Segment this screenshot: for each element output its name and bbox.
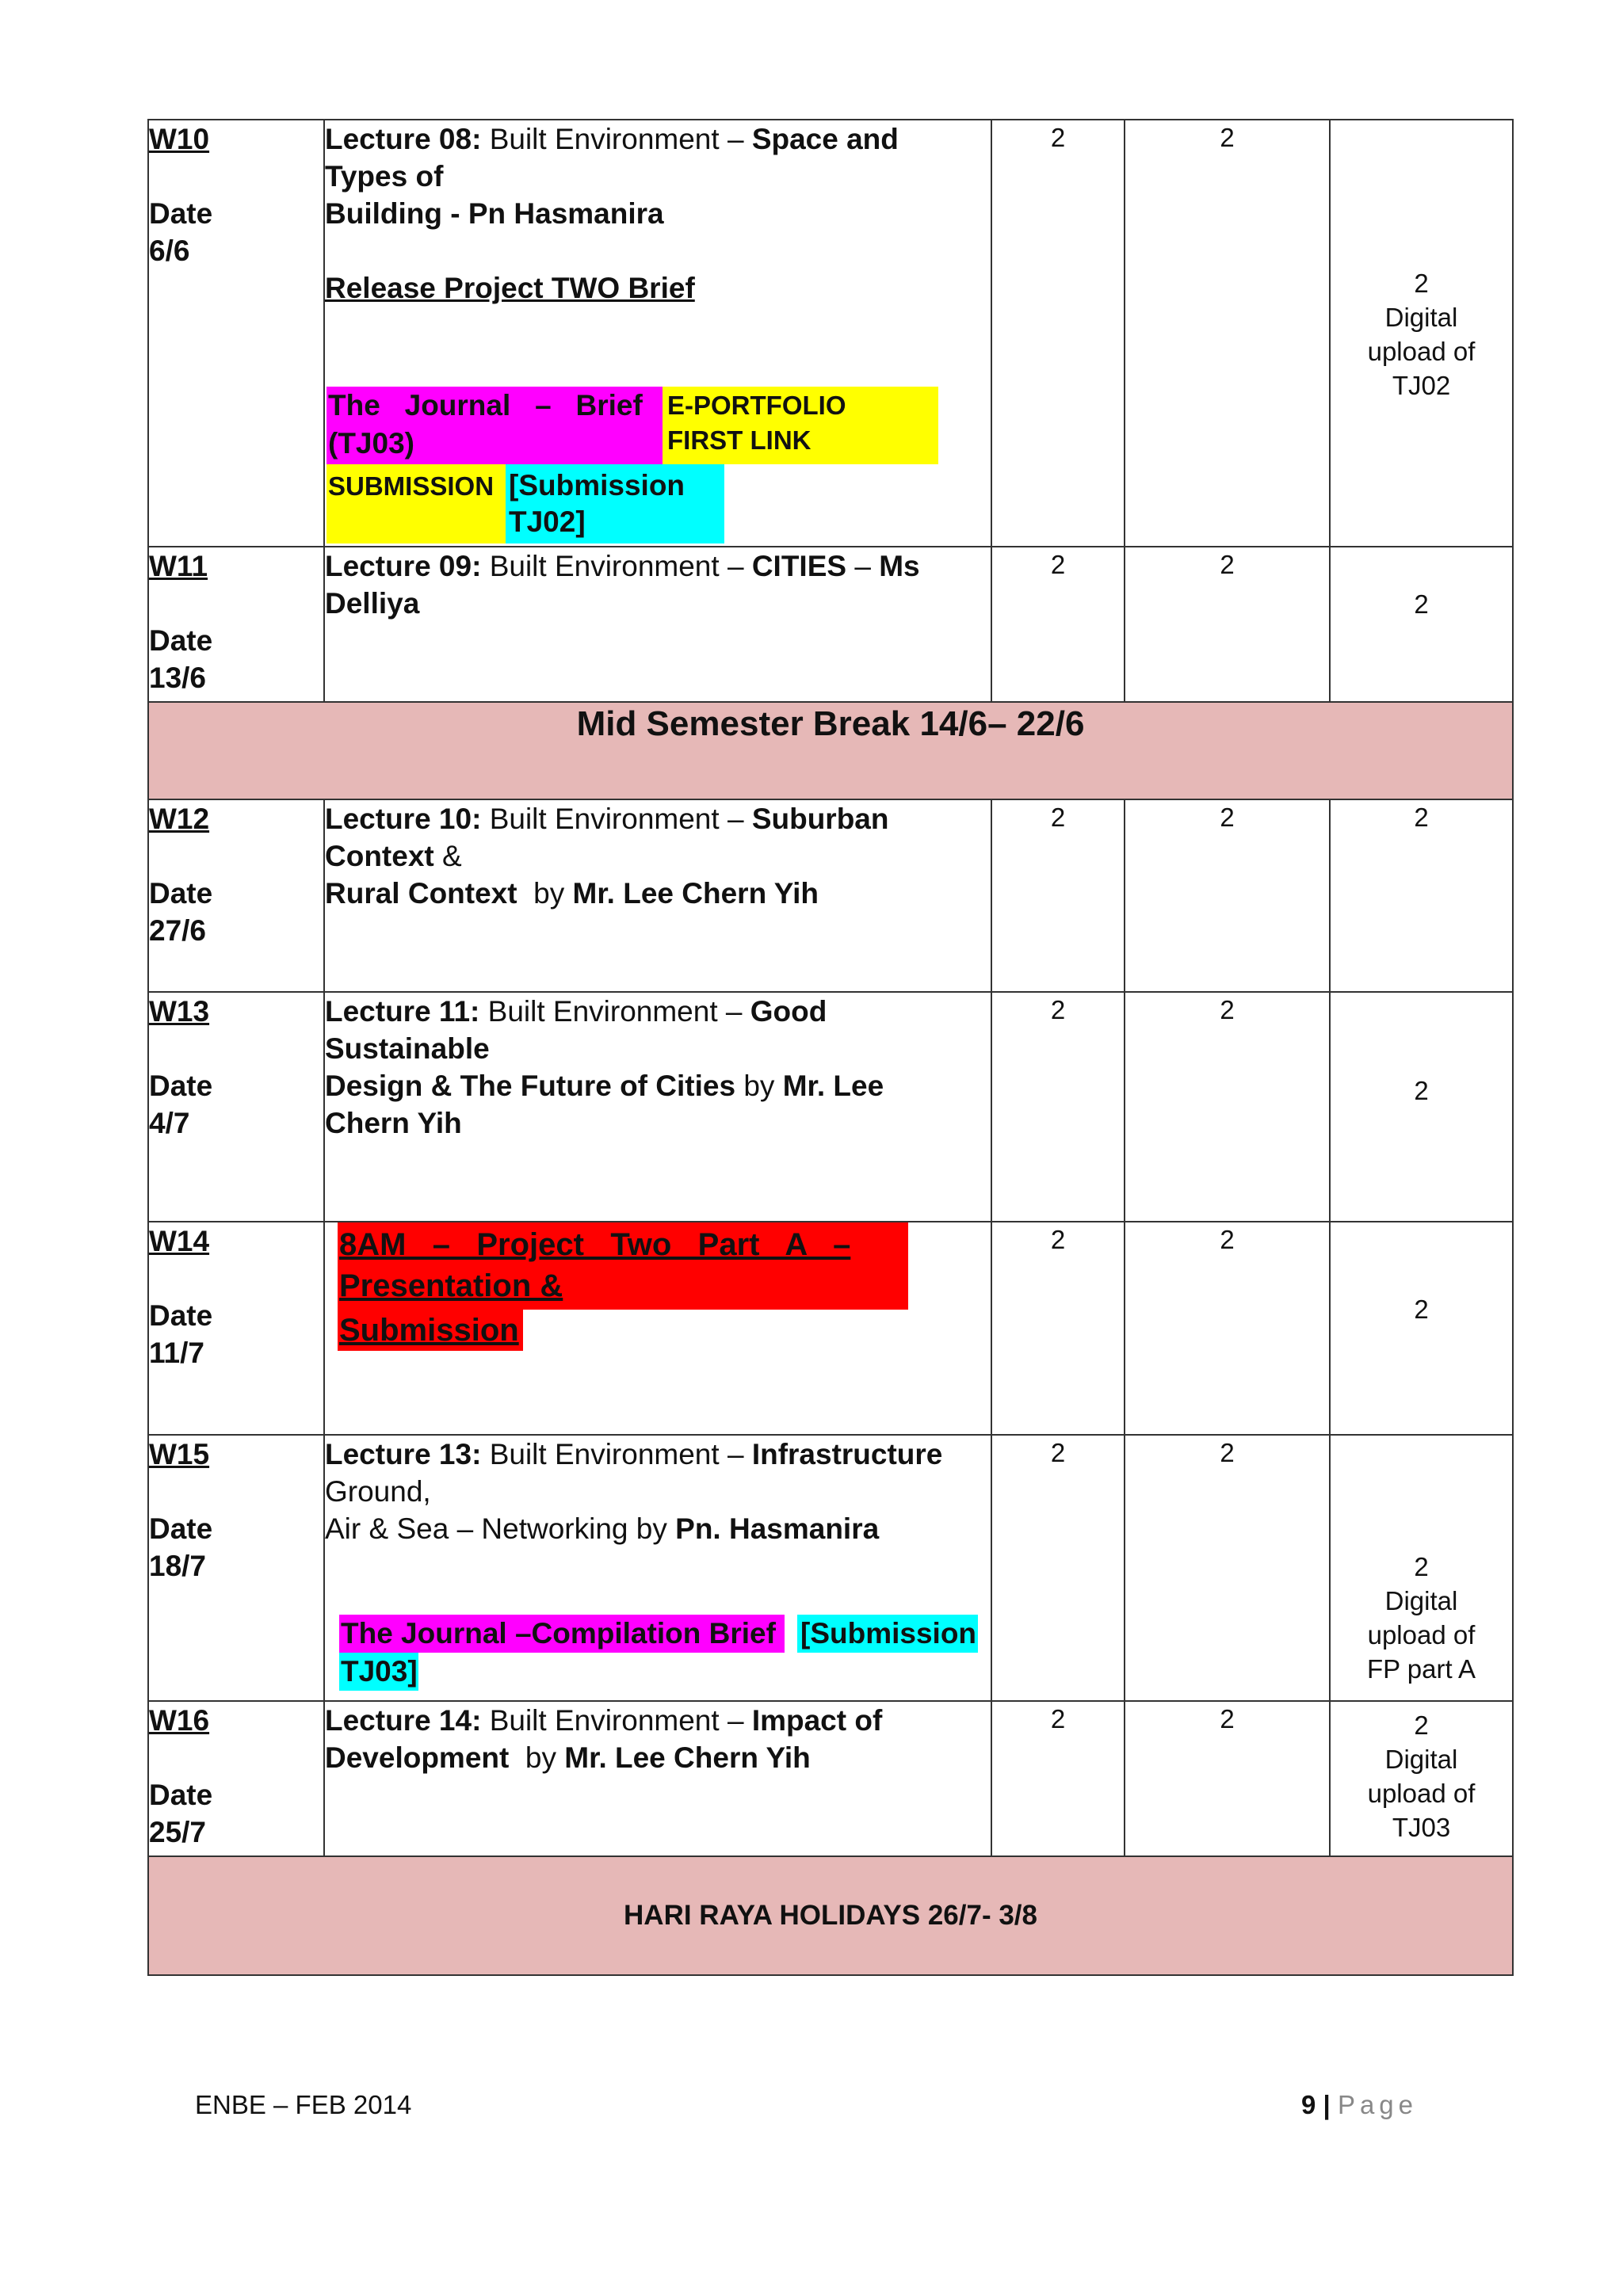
lecture-bold: Impact of [751, 1704, 883, 1737]
lecture-cell [324, 120, 991, 547]
week-label: W16 [149, 1704, 210, 1737]
assessment-text: Digital [1384, 1586, 1458, 1615]
lecture-bold: Ms [879, 550, 920, 582]
lecture-topic: Built Environment – [481, 123, 752, 155]
date-label: Date [149, 1779, 213, 1811]
lecture-line: Delliya [325, 587, 420, 620]
table-row-w12 [148, 799, 1513, 992]
release-brief-link: Release Project TWO Brief [325, 272, 695, 304]
table-row-w16 [148, 1701, 1513, 1856]
table-row-w14 [148, 1222, 1513, 1435]
week-label: W14 [149, 1225, 210, 1257]
lecture-prefix: Lecture 14: [325, 1704, 482, 1737]
journal-brief-highlight [327, 387, 663, 464]
lecture-cell [324, 1222, 991, 1435]
week-cell [148, 1435, 324, 1701]
lecture-line: Sustainable [325, 1032, 490, 1065]
lecture-by: by [735, 1070, 783, 1102]
page-separator: | [1316, 2090, 1338, 2119]
journal-brief-text: The Journal – Brief [328, 389, 643, 421]
date-label: Date [149, 877, 213, 910]
lecture-line: Building - Pn Hasmanira [325, 197, 664, 230]
submission-tj03-code: TJ03] [339, 1653, 418, 1691]
submission-highlight: SUBMISSION [327, 464, 506, 543]
lecturer-name: Chern Yih [325, 1107, 462, 1139]
lecturer-name: Mr. Lee Chern Yih [572, 877, 819, 910]
date-label: Date [149, 197, 213, 230]
assessment-text: Digital [1384, 1745, 1458, 1774]
project-submission-highlight: Submission [338, 1310, 523, 1351]
hours-cell: 2 [991, 799, 1125, 992]
submission-tj03-highlight: [Submission [797, 1615, 978, 1653]
lecture-prefix: Lecture 10: [325, 803, 482, 835]
date-value: 27/6 [149, 914, 207, 947]
date-value: 18/7 [149, 1550, 207, 1582]
lecture-prefix: Lecture 09: [325, 550, 482, 582]
eportfolio-link-text: FIRST LINK [667, 425, 812, 455]
lecture-sep: – [846, 550, 880, 582]
lecture-bold: Good [750, 995, 827, 1028]
lecturer-name: Pn. Hasmanira [675, 1512, 880, 1545]
lecture-line: Types of [325, 160, 444, 193]
hours-cell: 2 [1125, 799, 1330, 992]
date-label: Date [149, 624, 213, 657]
assessment-value: 2 [1414, 269, 1429, 298]
lecture-prefix: Lecture 13: [325, 1438, 482, 1470]
lecture-cell [324, 992, 991, 1222]
date-label: Date [149, 1070, 213, 1102]
page-label: Page [1337, 2090, 1419, 2119]
assessment-text: TJ03 [1392, 1813, 1451, 1842]
lecture-topic: Built Environment – [481, 803, 752, 835]
hours-cell: 2 [1125, 1701, 1330, 1856]
week-label: W13 [149, 995, 210, 1028]
lecture-bold: CITIES [751, 550, 847, 582]
assessment-cell: 2 [1330, 1222, 1513, 1435]
date-value: 11/7 [149, 1337, 204, 1369]
eportfolio-highlight [663, 387, 938, 464]
hours-cell: 2 [1125, 1222, 1330, 1435]
lecture-bold: Suburban [751, 803, 889, 835]
eportfolio-text: E-PORTFOLIO [667, 391, 846, 420]
assessment-value: 2 [1414, 1552, 1429, 1581]
assessment-text: Digital [1384, 303, 1458, 332]
assessment-cell [1330, 1435, 1513, 1701]
assessment-cell [1330, 1701, 1513, 1856]
lecture-bold: Development [325, 1741, 510, 1774]
lecture-line: Air & Sea – Networking by [325, 1512, 676, 1545]
project-presentation-text: 8AM – Project Two Part A – [339, 1227, 851, 1262]
hours-cell: 2 [991, 1435, 1125, 1701]
table-row-w10 [148, 120, 1513, 547]
assessment-cell [1330, 120, 1513, 547]
footer-course: ENBE – FEB 2014 [195, 2090, 412, 2119]
schedule-table [147, 119, 1514, 1976]
lecture-prefix: Lecture 08: [325, 123, 482, 155]
hours-cell: 2 [1125, 547, 1330, 702]
lecture-topic: Built Environment – [479, 995, 750, 1028]
lecture-topic: Built Environment – [481, 550, 752, 582]
hari-raya-row [148, 1856, 1513, 1975]
table-row-w15 [148, 1435, 1513, 1701]
week-cell [148, 1701, 324, 1856]
lecture-line: Ground, [325, 1475, 431, 1508]
lecture-topic: Built Environment – [481, 1704, 752, 1737]
date-value: 13/6 [149, 662, 207, 694]
week-label: W10 [149, 123, 210, 155]
assessment-text: FP part A [1367, 1654, 1476, 1684]
week-cell [148, 799, 324, 992]
submission-tj02-text: [Submission [509, 469, 685, 502]
lecturer-name: Mr. Lee Chern Yih [564, 1741, 811, 1774]
date-value: 6/6 [149, 235, 190, 267]
week-cell [148, 1222, 324, 1435]
date-label: Date [149, 1299, 213, 1332]
mid-semester-break-row [148, 702, 1513, 799]
hours-cell: 2 [1125, 120, 1330, 547]
submission-tj02-highlight [506, 464, 724, 543]
lecture-cell [324, 547, 991, 702]
journal-brief-code: (TJ03) [328, 427, 414, 460]
assessment-cell: 2 [1330, 547, 1513, 702]
hari-raya-holidays: HARI RAYA HOLIDAYS 26/7- 3/8 [148, 1856, 1513, 1975]
lecture-bold: Infrastructure [751, 1438, 943, 1470]
footer-page-number [1301, 2090, 1418, 2120]
project-presentation-highlight [338, 1222, 908, 1310]
hours-cell: 2 [1125, 1435, 1330, 1701]
date-label: Date [149, 1512, 213, 1545]
table-row-w11 [148, 547, 1513, 702]
hours-cell: 2 [991, 120, 1125, 547]
date-value: 25/7 [149, 1816, 207, 1848]
lecture-amp: & [433, 840, 462, 872]
lecture-cell [324, 1701, 991, 1856]
assessment-value: 2 [1414, 1711, 1429, 1740]
lecturer-name: Mr. Lee [782, 1070, 884, 1102]
week-label: W11 [149, 550, 208, 582]
hours-cell: 2 [991, 1222, 1125, 1435]
project-presentation-text: Presentation & [339, 1268, 563, 1303]
assessment-cell: 2 [1330, 799, 1513, 992]
week-label: W12 [149, 803, 210, 835]
submission-tj02-code: TJ02] [509, 505, 586, 538]
assessment-text: TJ02 [1392, 371, 1451, 400]
week-cell [148, 992, 324, 1222]
table-row-w13 [148, 992, 1513, 1222]
week-label: W15 [149, 1438, 210, 1470]
lecture-topic: Built Environment – [481, 1438, 752, 1470]
date-value: 4/7 [149, 1107, 190, 1139]
week-cell [148, 547, 324, 702]
assessment-cell: 2 [1330, 992, 1513, 1222]
lecture-bold: Space and [751, 123, 899, 155]
lecture-cell [324, 1435, 991, 1701]
lecture-prefix: Lecture 11: [325, 995, 480, 1028]
hours-cell: 2 [1125, 992, 1330, 1222]
lecture-bold: Context [325, 840, 434, 872]
lecture-by: by [517, 877, 573, 910]
assessment-text: upload of [1367, 337, 1476, 366]
journal-compilation-highlight: The Journal –Compilation Brief [339, 1615, 785, 1653]
assessment-text: upload of [1367, 1779, 1476, 1808]
hours-cell: 2 [991, 1701, 1125, 1856]
lecture-bold: Rural Context [325, 877, 517, 910]
lecture-bold: Design & The Future of Cities [325, 1070, 736, 1102]
page-number: 9 [1301, 2090, 1316, 2119]
week-cell [148, 120, 324, 547]
hours-cell: 2 [991, 992, 1125, 1222]
hours-cell: 2 [991, 547, 1125, 702]
mid-semester-break: Mid Semester Break 14/6– 22/6 [148, 702, 1513, 799]
lecture-by: by [509, 1741, 565, 1774]
lecture-cell [324, 799, 991, 992]
assessment-text: upload of [1367, 1620, 1476, 1650]
